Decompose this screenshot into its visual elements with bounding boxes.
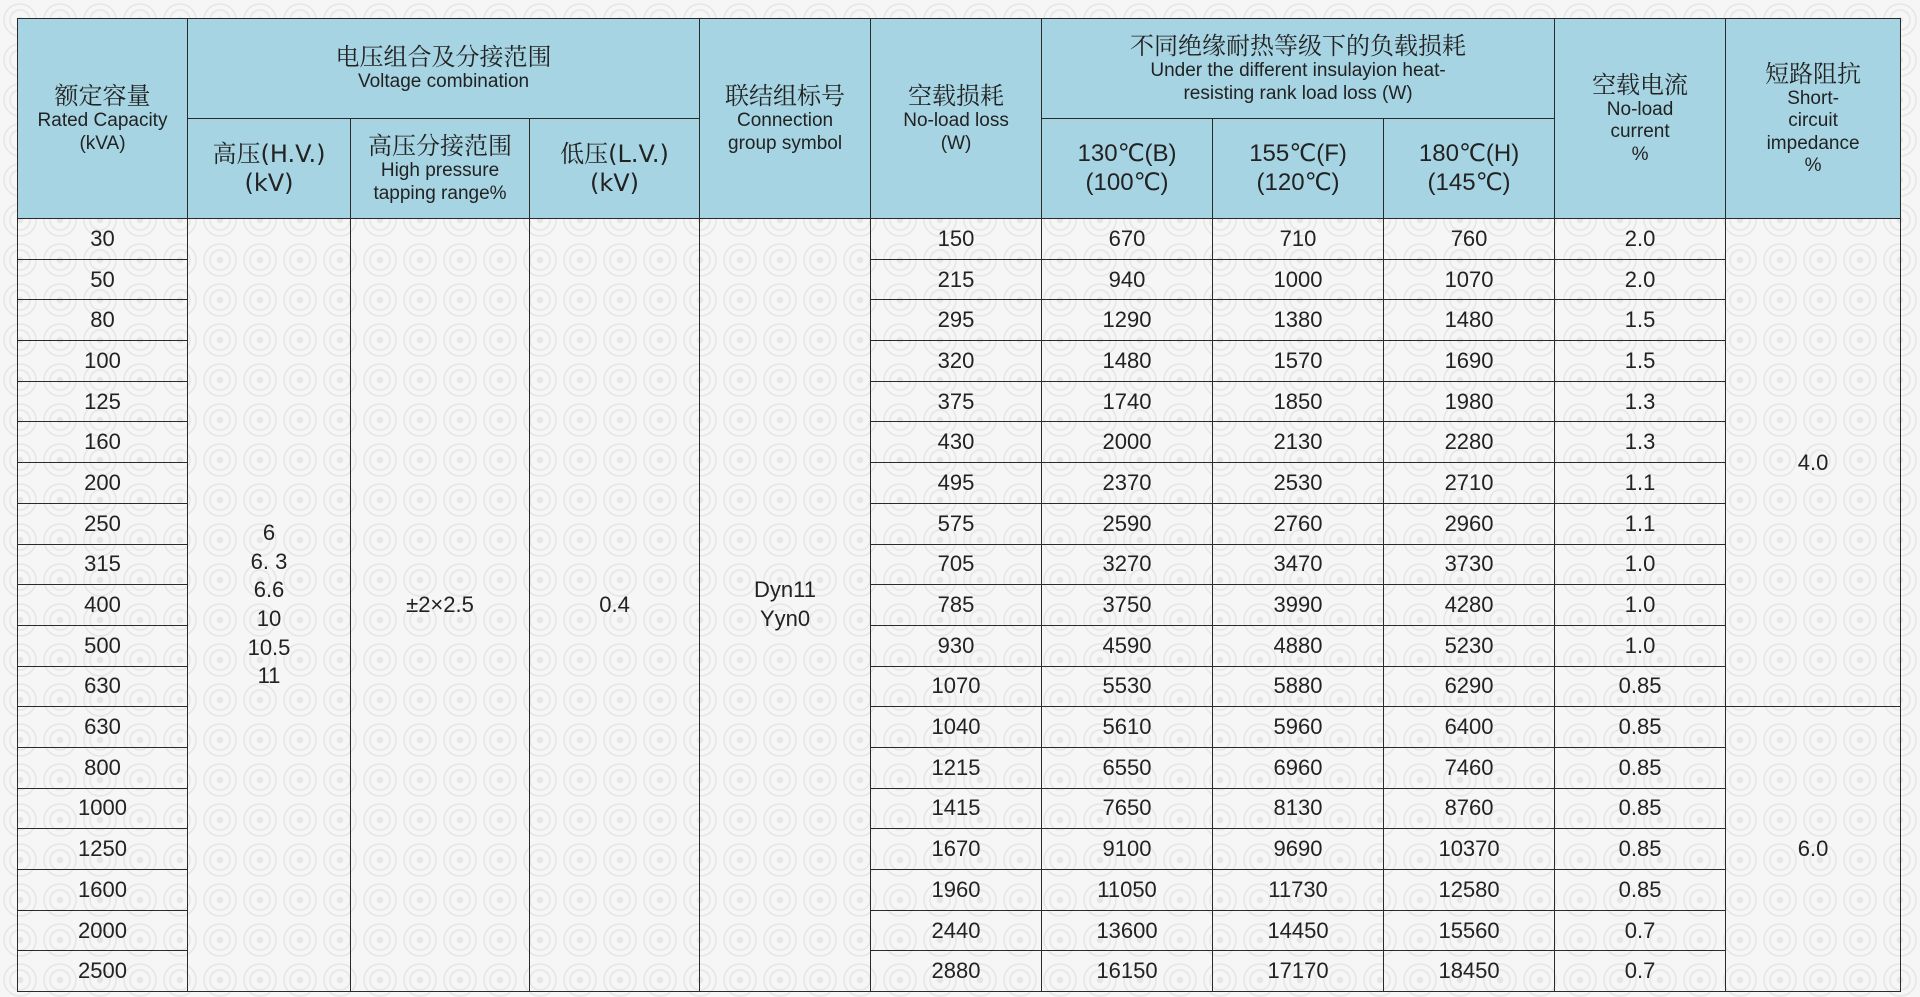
table-row bbox=[18, 219, 1901, 260]
load-loss-h-cell: 10370 bbox=[1384, 829, 1555, 870]
rated-capacity-cell: 200 bbox=[18, 463, 188, 504]
load-loss-b-cell: 2370 bbox=[1042, 463, 1213, 504]
no-load-loss-cell: 705 bbox=[871, 544, 1042, 585]
header-lv: 低压(L.V.) (kV) bbox=[530, 119, 700, 219]
impedance-cell-high: 6.0 bbox=[1726, 707, 1901, 992]
load-loss-b-cell: 4590 bbox=[1042, 625, 1213, 666]
rated-capacity-cell: 80 bbox=[18, 300, 188, 341]
header-rated-capacity: 额定容量 Rated Capacity (kVA) bbox=[18, 19, 188, 219]
load-loss-f-cell: 3470 bbox=[1213, 544, 1384, 585]
header-connection-group: 联结组标号 Connection group symbol bbox=[700, 19, 871, 219]
no-load-loss-cell: 575 bbox=[871, 503, 1042, 544]
rated-capacity-cell: 315 bbox=[18, 544, 188, 585]
load-loss-h-cell: 18450 bbox=[1384, 951, 1555, 992]
no-load-loss-cell: 785 bbox=[871, 585, 1042, 626]
no-load-current-cell: 0.85 bbox=[1555, 829, 1726, 870]
hv-value: 6.6 bbox=[253, 577, 285, 603]
rated-capacity-cell: 630 bbox=[18, 666, 188, 707]
no-load-current-cell: 2.0 bbox=[1555, 219, 1726, 260]
load-loss-b-cell: 16150 bbox=[1042, 951, 1213, 992]
no-load-loss-cell: 215 bbox=[871, 259, 1042, 300]
rated-capacity-cell: 800 bbox=[18, 747, 188, 788]
no-load-current-cell: 0.85 bbox=[1555, 788, 1726, 829]
rated-capacity-cell: 125 bbox=[18, 381, 188, 422]
rated-capacity-cell: 1600 bbox=[18, 870, 188, 911]
no-load-loss-cell: 930 bbox=[871, 625, 1042, 666]
rated-capacity-cell: 30 bbox=[18, 219, 188, 260]
load-loss-b-cell: 7650 bbox=[1042, 788, 1213, 829]
rated-capacity-cell: 630 bbox=[18, 707, 188, 748]
no-load-loss-cell: 430 bbox=[871, 422, 1042, 463]
no-load-loss-cell: 2880 bbox=[871, 951, 1042, 992]
no-load-loss-cell: 375 bbox=[871, 381, 1042, 422]
load-loss-f-cell: 14450 bbox=[1213, 910, 1384, 951]
load-loss-h-cell: 1480 bbox=[1384, 300, 1555, 341]
no-load-current-cell: 0.85 bbox=[1555, 707, 1726, 748]
no-load-current-cell: 0.7 bbox=[1555, 910, 1726, 951]
load-loss-f-cell: 2760 bbox=[1213, 503, 1384, 544]
load-loss-f-cell: 2530 bbox=[1213, 463, 1384, 504]
rated-capacity-cell: 250 bbox=[18, 503, 188, 544]
load-loss-f-cell: 4880 bbox=[1213, 625, 1384, 666]
tapping-range-cell: ±2×2.5 bbox=[351, 219, 530, 992]
no-load-loss-cell: 1070 bbox=[871, 666, 1042, 707]
hv-value: 6. 3 bbox=[250, 548, 288, 574]
table-header bbox=[18, 19, 1901, 219]
impedance-cell-low: 4.0 bbox=[1726, 219, 1901, 707]
load-loss-b-cell: 13600 bbox=[1042, 910, 1213, 951]
spec-sheet bbox=[17, 18, 1900, 984]
rated-capacity-cell: 1000 bbox=[18, 788, 188, 829]
rated-capacity-cell: 2000 bbox=[18, 910, 188, 951]
header-no-load-current: 空载电流 No-load current % bbox=[1555, 19, 1726, 219]
hv-value: 11 bbox=[257, 663, 281, 689]
load-loss-f-cell: 1000 bbox=[1213, 259, 1384, 300]
no-load-current-cell: 1.1 bbox=[1555, 463, 1726, 504]
no-load-loss-cell: 150 bbox=[871, 219, 1042, 260]
no-load-current-cell: 2.0 bbox=[1555, 259, 1726, 300]
hv-values-cell bbox=[188, 219, 351, 992]
load-loss-f-cell: 5960 bbox=[1213, 707, 1384, 748]
load-loss-h-cell: 2710 bbox=[1384, 463, 1555, 504]
load-loss-b-cell: 2000 bbox=[1042, 422, 1213, 463]
load-loss-f-cell: 2130 bbox=[1213, 422, 1384, 463]
connection-group-cell bbox=[700, 219, 871, 992]
no-load-current-cell: 0.85 bbox=[1555, 666, 1726, 707]
no-load-loss-cell: 1670 bbox=[871, 829, 1042, 870]
connection-symbol: Yyn0 bbox=[759, 606, 811, 632]
header-load-loss: 不同绝缘耐热等级下的负载损耗 Under the different insulayion heat- resisting rank load loss (W) bbox=[1042, 19, 1555, 119]
load-loss-h-cell: 760 bbox=[1384, 219, 1555, 260]
no-load-loss-cell: 495 bbox=[871, 463, 1042, 504]
no-load-loss-cell: 1040 bbox=[871, 707, 1042, 748]
no-load-loss-cell: 2440 bbox=[871, 910, 1042, 951]
load-loss-b-cell: 3750 bbox=[1042, 585, 1213, 626]
no-load-current-cell: 1.0 bbox=[1555, 625, 1726, 666]
load-loss-f-cell: 3990 bbox=[1213, 585, 1384, 626]
header-short-circuit-impedance: 短路阻抗 Short- circuit impedance % bbox=[1726, 19, 1901, 219]
load-loss-f-cell: 710 bbox=[1213, 219, 1384, 260]
transformer-spec-table bbox=[17, 18, 1901, 992]
load-loss-f-cell: 8130 bbox=[1213, 788, 1384, 829]
load-loss-h-cell: 7460 bbox=[1384, 747, 1555, 788]
load-loss-b-cell: 11050 bbox=[1042, 870, 1213, 911]
no-load-current-cell: 1.1 bbox=[1555, 503, 1726, 544]
load-loss-h-cell: 5230 bbox=[1384, 625, 1555, 666]
load-loss-b-cell: 3270 bbox=[1042, 544, 1213, 585]
load-loss-f-cell: 5880 bbox=[1213, 666, 1384, 707]
load-loss-h-cell: 2280 bbox=[1384, 422, 1555, 463]
no-load-current-cell: 1.5 bbox=[1555, 341, 1726, 382]
rated-capacity-cell: 1250 bbox=[18, 829, 188, 870]
hv-value: 10 bbox=[256, 606, 282, 632]
load-loss-h-cell: 12580 bbox=[1384, 870, 1555, 911]
load-loss-h-cell: 3730 bbox=[1384, 544, 1555, 585]
rated-capacity-cell: 500 bbox=[18, 625, 188, 666]
lv-cell: 0.4 bbox=[530, 219, 700, 992]
load-loss-h-cell: 2960 bbox=[1384, 503, 1555, 544]
load-loss-b-cell: 6550 bbox=[1042, 747, 1213, 788]
no-load-current-cell: 0.85 bbox=[1555, 747, 1726, 788]
header-class-f: 155℃(F) (120℃) bbox=[1213, 119, 1384, 219]
load-loss-h-cell: 1980 bbox=[1384, 381, 1555, 422]
no-load-current-cell: 1.0 bbox=[1555, 585, 1726, 626]
hv-value: 6 bbox=[262, 520, 276, 546]
load-loss-f-cell: 1380 bbox=[1213, 300, 1384, 341]
no-load-current-cell: 0.7 bbox=[1555, 951, 1726, 992]
load-loss-b-cell: 940 bbox=[1042, 259, 1213, 300]
no-load-loss-cell: 1960 bbox=[871, 870, 1042, 911]
load-loss-h-cell: 8760 bbox=[1384, 788, 1555, 829]
rated-capacity-cell: 2500 bbox=[18, 951, 188, 992]
no-load-current-cell: 1.3 bbox=[1555, 422, 1726, 463]
load-loss-b-cell: 1740 bbox=[1042, 381, 1213, 422]
header-class-h: 180℃(H) (145℃) bbox=[1384, 119, 1555, 219]
no-load-loss-cell: 1215 bbox=[871, 747, 1042, 788]
header-class-b: 130℃(B) (100℃) bbox=[1042, 119, 1213, 219]
rated-capacity-cell: 400 bbox=[18, 585, 188, 626]
load-loss-f-cell: 17170 bbox=[1213, 951, 1384, 992]
load-loss-h-cell: 1690 bbox=[1384, 341, 1555, 382]
no-load-current-cell: 0.85 bbox=[1555, 870, 1726, 911]
load-loss-f-cell: 1850 bbox=[1213, 381, 1384, 422]
header-no-load-loss: 空载损耗 No-load loss (W) bbox=[871, 19, 1042, 219]
load-loss-h-cell: 6290 bbox=[1384, 666, 1555, 707]
load-loss-b-cell: 9100 bbox=[1042, 829, 1213, 870]
rated-capacity-cell: 50 bbox=[18, 259, 188, 300]
no-load-current-cell: 1.3 bbox=[1555, 381, 1726, 422]
no-load-current-cell: 1.0 bbox=[1555, 544, 1726, 585]
load-loss-b-cell: 5610 bbox=[1042, 707, 1213, 748]
rated-capacity-cell: 100 bbox=[18, 341, 188, 382]
rated-capacity-cell: 160 bbox=[18, 422, 188, 463]
header-tapping-range: 高压分接范围 High pressure tapping range% bbox=[351, 119, 530, 219]
header-hv: 高压(H.V.) (kV) bbox=[188, 119, 351, 219]
load-loss-h-cell: 6400 bbox=[1384, 707, 1555, 748]
load-loss-f-cell: 9690 bbox=[1213, 829, 1384, 870]
no-load-loss-cell: 1415 bbox=[871, 788, 1042, 829]
load-loss-b-cell: 5530 bbox=[1042, 666, 1213, 707]
load-loss-h-cell: 15560 bbox=[1384, 910, 1555, 951]
table-body bbox=[18, 219, 1901, 992]
hv-value: 10.5 bbox=[247, 634, 291, 660]
no-load-current-cell: 1.5 bbox=[1555, 300, 1726, 341]
load-loss-f-cell: 1570 bbox=[1213, 341, 1384, 382]
connection-symbol: Dyn11 bbox=[754, 577, 817, 603]
load-loss-b-cell: 1290 bbox=[1042, 300, 1213, 341]
load-loss-h-cell: 4280 bbox=[1384, 585, 1555, 626]
load-loss-f-cell: 11730 bbox=[1213, 870, 1384, 911]
load-loss-b-cell: 670 bbox=[1042, 219, 1213, 260]
no-load-loss-cell: 295 bbox=[871, 300, 1042, 341]
load-loss-f-cell: 6960 bbox=[1213, 747, 1384, 788]
load-loss-b-cell: 1480 bbox=[1042, 341, 1213, 382]
load-loss-h-cell: 1070 bbox=[1384, 259, 1555, 300]
no-load-loss-cell: 320 bbox=[871, 341, 1042, 382]
header-voltage-combination: 电压组合及分接范围 Voltage combination bbox=[188, 19, 700, 119]
load-loss-b-cell: 2590 bbox=[1042, 503, 1213, 544]
